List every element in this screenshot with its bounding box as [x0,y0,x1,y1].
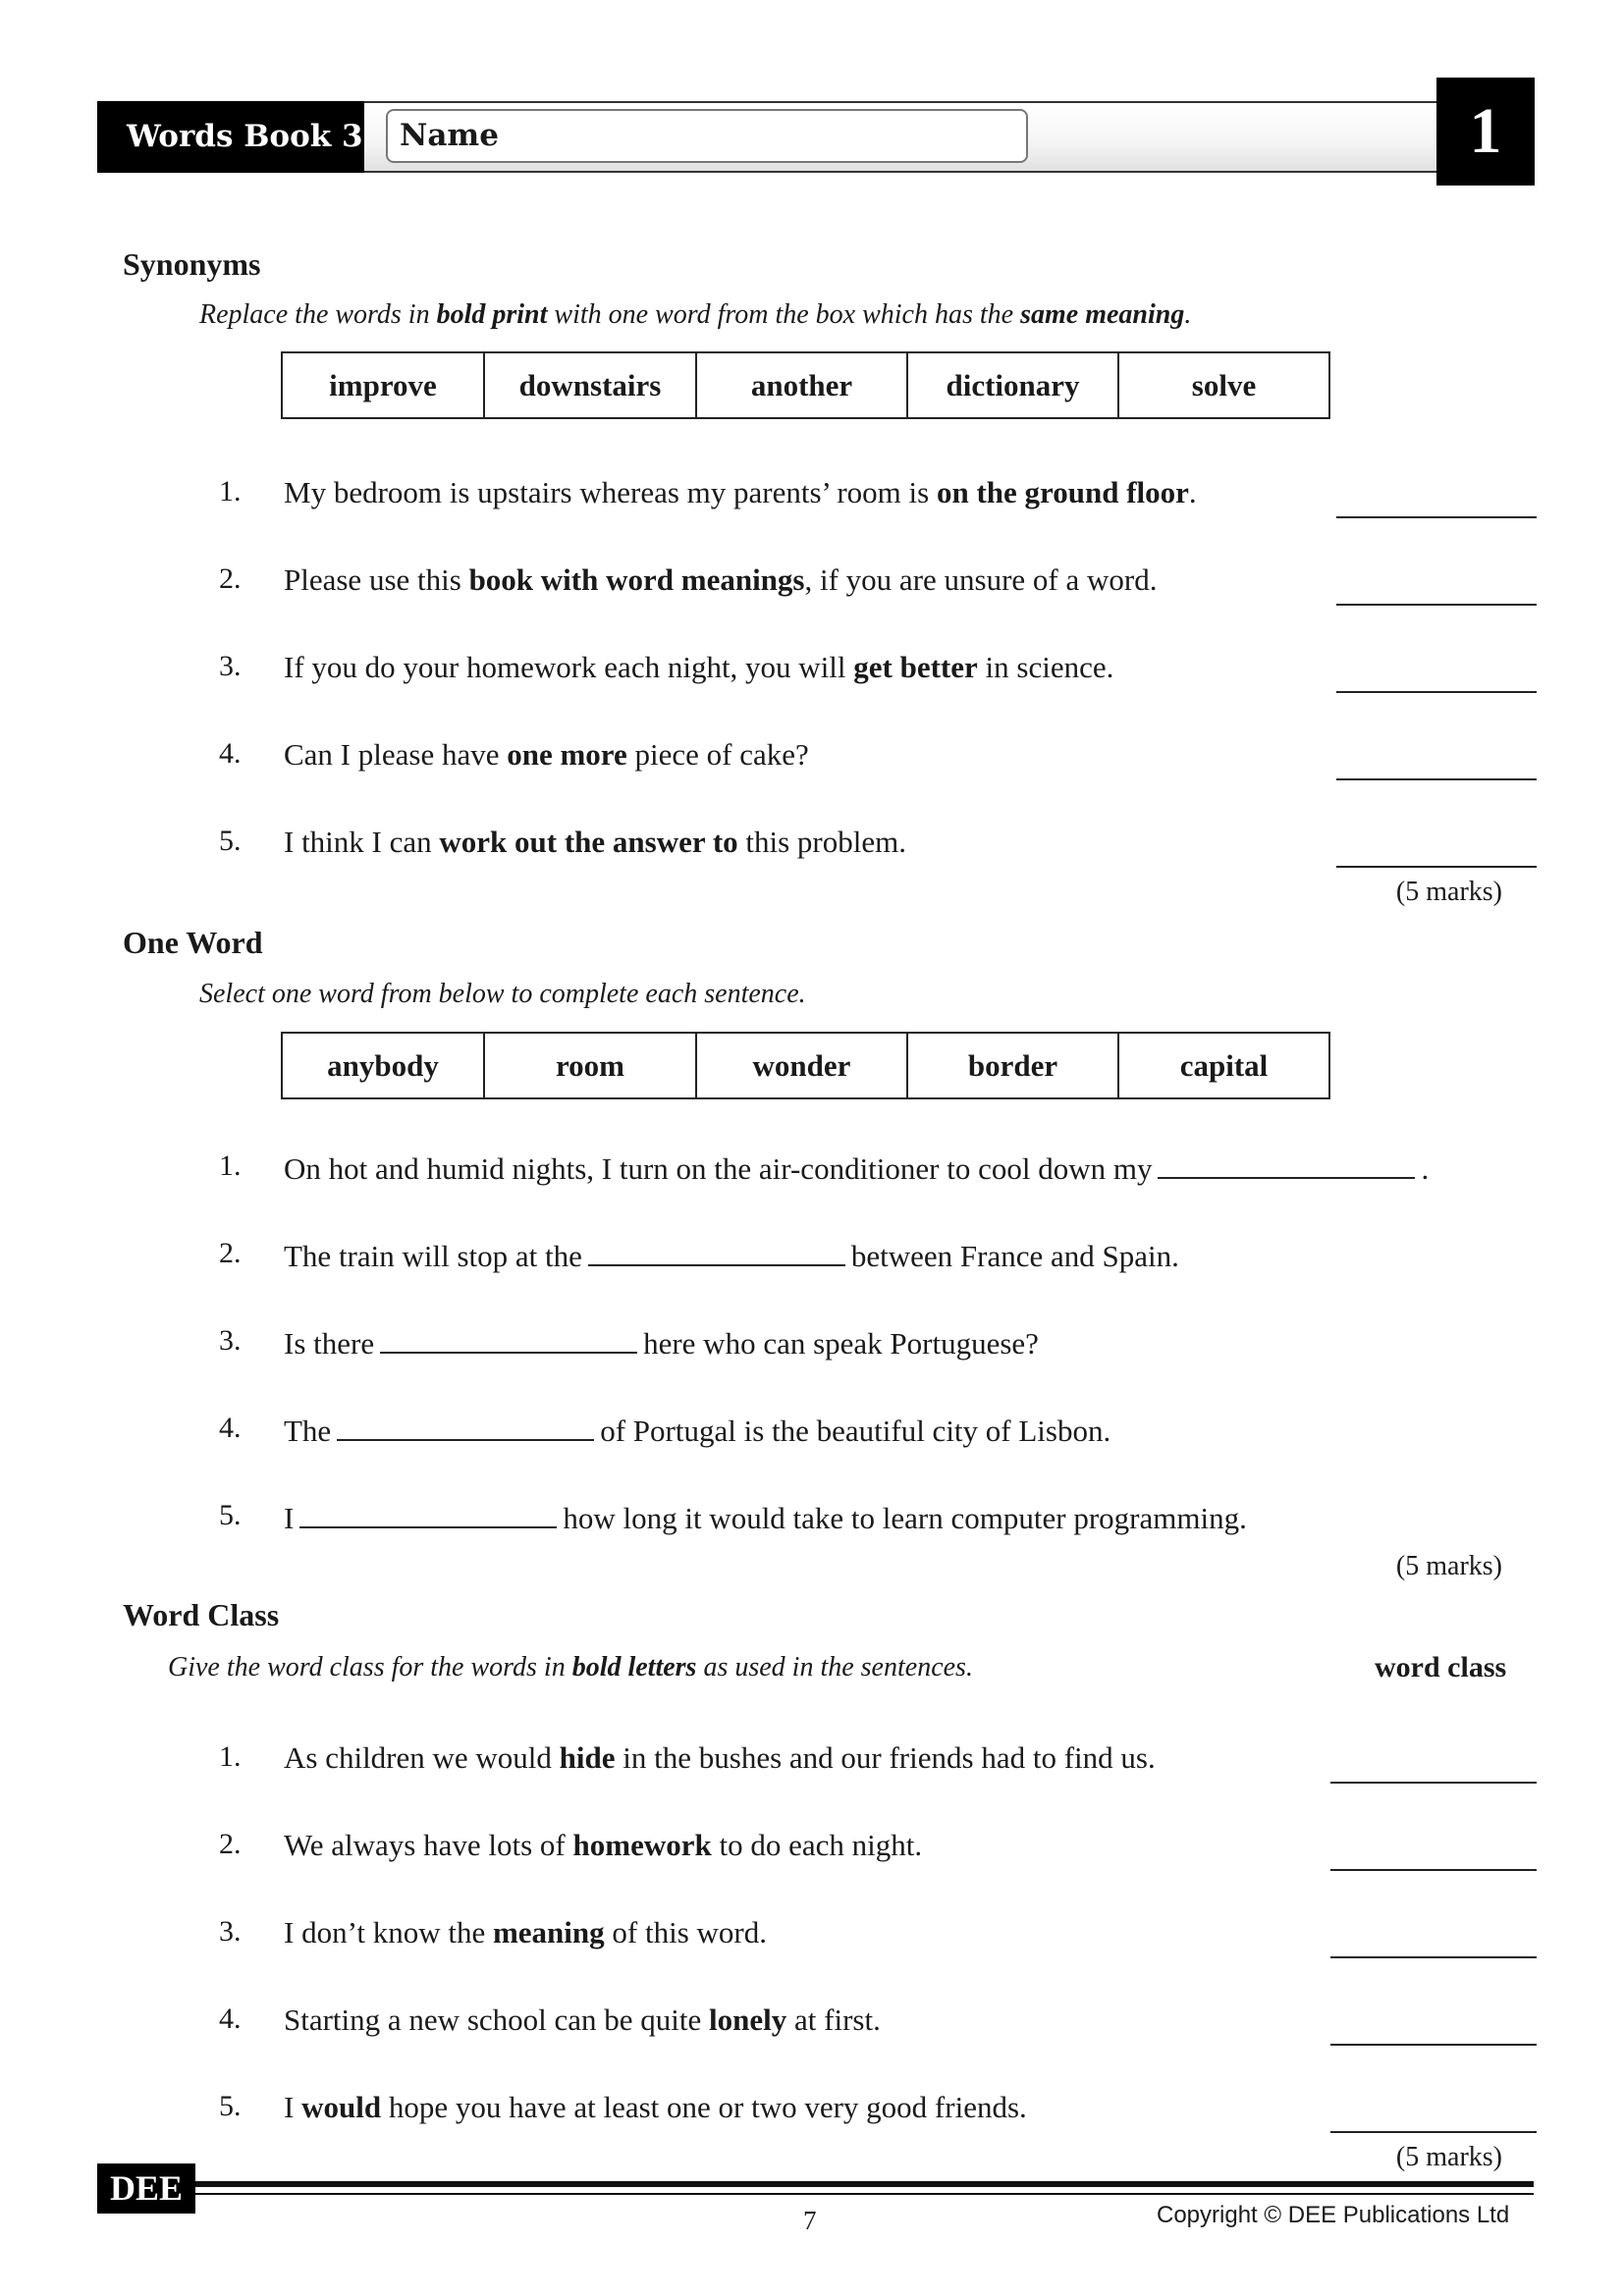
question-number: 1. [219,1740,242,1773]
marks-label: (5 marks) [1395,877,1502,907]
question-text: I would hope you have at least one or two very good friends. [284,2090,1027,2124]
question-text: On hot and humid nights, I turn on the air-conditioner to cool down my . [284,1151,1430,1186]
question-text: I how long it would take to learn computer programming. [284,1501,1247,1535]
question-number: 5. [219,825,242,857]
answer-line[interactable] [1330,2131,1537,2133]
answer-line[interactable] [1330,2044,1537,2046]
question-number: 5. [219,1499,242,1531]
fill-blank[interactable] [299,1499,557,1528]
page-number: 7 [803,2206,817,2235]
question-text: The of Portugal is the beautiful city of Lisbon. [284,1414,1111,1448]
word-box-cell: improve [282,352,484,418]
fill-blank[interactable] [588,1237,845,1266]
dee-logo: DEE [97,2163,195,2214]
question-number: 3. [219,1324,242,1357]
word-box-cell: wonder [696,1033,907,1098]
question-text: Can I please have one more piece of cake? [284,737,809,772]
answer-line[interactable] [1330,1782,1537,1784]
fill-blank[interactable] [337,1412,594,1441]
word-box-cell: dictionary [907,352,1118,418]
one-word-title: One Word [123,925,263,960]
question-text: If you do your homework each night, you will get better in science. [284,650,1114,684]
answer-line[interactable] [1336,691,1537,693]
question-number: 1. [219,475,242,507]
question-text: Starting a new school can be quite lonely at first. [284,2002,881,2037]
one-word-word-box [281,1032,1330,1099]
synonyms-instruction: Replace the words in bold print with one word from the box which has the same meaning. [199,299,1192,330]
word-box-cell: capital [1118,1033,1329,1098]
answer-line[interactable] [1330,1956,1537,1958]
question-number: 4. [219,1412,242,1444]
word-box-cell: room [484,1033,696,1098]
name-field[interactable]: Name [386,109,1028,163]
question-number: 1. [219,1149,242,1182]
word-box-cell: anybody [282,1033,484,1098]
word-class-title: Word Class [123,1597,280,1632]
footer-rule [195,2181,1534,2187]
answer-line[interactable] [1330,1869,1537,1871]
question-number: 3. [219,1915,242,1948]
footer-rule [195,2193,1534,2195]
word-box-cell: border [907,1033,1118,1098]
page-badge: 1 [1436,78,1535,186]
question-number: 4. [219,2002,242,2035]
word-class-instruction: Give the word class for the words in bold letters as used in the sentences. [168,1652,973,1682]
question-number: 5. [219,2090,242,2122]
answer-line[interactable] [1336,866,1537,868]
question-number: 3. [219,650,242,682]
marks-label: (5 marks) [1395,1551,1502,1581]
one-word-instruction: Select one word from below to complete each sentence. [199,979,806,1009]
question-text: My bedroom is upstairs whereas my parents’ room is on the ground floor. [284,475,1197,509]
word-box-cell: another [696,352,907,418]
word-class-column-header: word class [1375,1651,1507,1683]
question-number: 2. [219,562,242,595]
marks-label: (5 marks) [1395,2142,1502,2172]
word-box-cell: solve [1118,352,1329,418]
question-text: The train will stop at the between France and Spain. [284,1239,1179,1273]
question-text: I think I can work out the answer to this problem. [284,825,906,859]
question-text: Please use this book with word meanings, if you are unsure of a word. [284,562,1158,597]
answer-line[interactable] [1336,778,1537,780]
question-text: As children we would hide in the bushes and our friends had to find us. [284,1740,1156,1775]
question-number: 4. [219,737,242,770]
synonyms-word-box [281,351,1330,419]
question-number: 2. [219,1828,242,1860]
fill-blank[interactable] [1158,1149,1415,1179]
fill-blank[interactable] [380,1324,637,1354]
question-text: I don’t know the meaning of this word. [284,1915,767,1949]
copyright-text: Copyright © DEE Publications Ltd [1157,2202,1510,2228]
synonyms-title: Synonyms [123,246,261,282]
question-text: Is there here who can speak Portuguese? [284,1326,1039,1361]
answer-line[interactable] [1336,604,1537,606]
book-label: Words Book 3 [97,101,364,173]
question-number: 2. [219,1237,242,1269]
word-box-cell: downstairs [484,352,696,418]
question-text: We always have lots of homework to do each night. [284,1828,923,1862]
answer-line[interactable] [1336,516,1537,518]
